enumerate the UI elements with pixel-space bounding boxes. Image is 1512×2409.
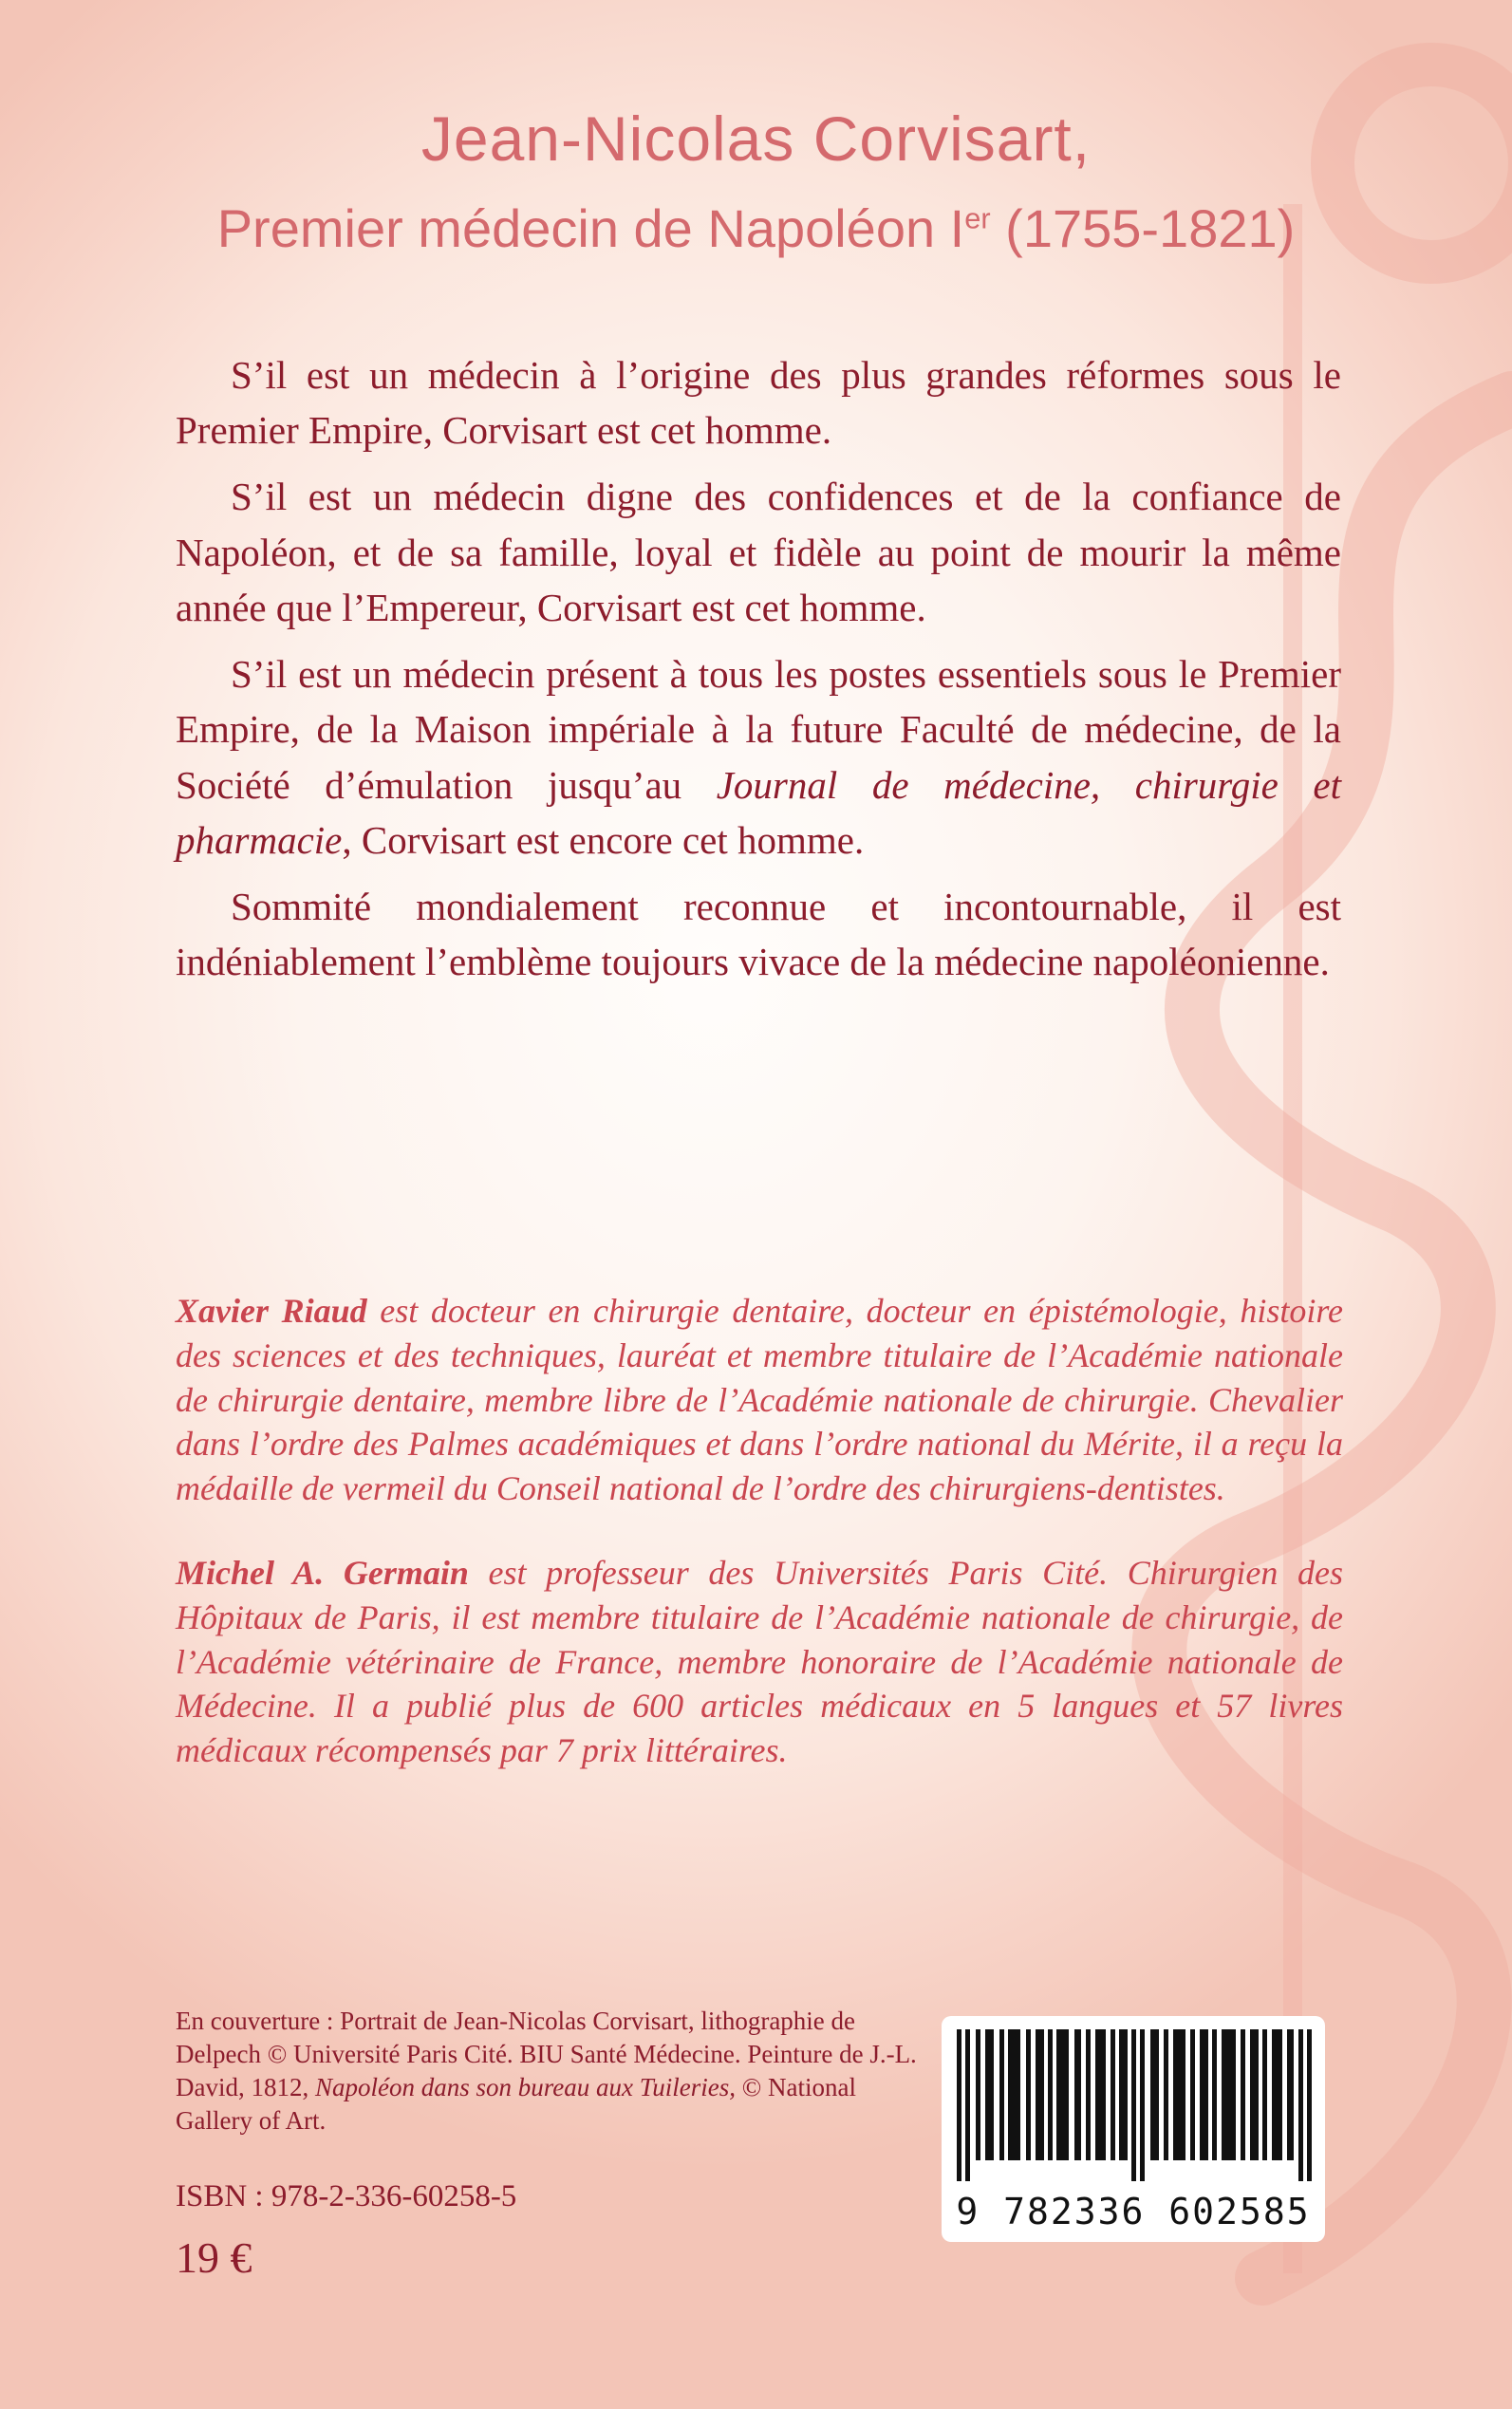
synopsis-paragraph-2: S’il est un médecin digne des confidences et de la confiance de Napoléon, et de sa famille, loyal et fidèle au point de mourir la même année que l’Empereur, Corvisart est cet homme. bbox=[176, 475, 1341, 629]
isbn: ISBN : 978-2-336-60258-5 bbox=[176, 2179, 517, 2213]
synopsis-paragraph-1: S’il est un médecin à l’origine des plus grandes réformes sous le Premier Empire, Corvisart est cet homme. bbox=[176, 353, 1341, 453]
barcode-number: 9 782336 602585 bbox=[956, 2191, 1311, 2232]
synopsis-paragraph-4: Sommité mondialement reconnue et incontournable, il est indéniablement l’emblème toujours vivace de la médecine napoléonienne. bbox=[176, 884, 1341, 984]
author-bios bbox=[176, 1289, 1343, 1813]
price: 19 € bbox=[176, 2233, 252, 2282]
credits-lead: En couverture : Portrait de Jean-Nicolas Corvisart, lithographie de Delpech © Université Paris Cité. BIU Santé Médecine. Peinture de J.-L. David, 1812, bbox=[176, 2007, 917, 2102]
cover-credits bbox=[176, 2005, 935, 2138]
synopsis-p3-lead: S’il est un médecin présent à tous les postes essentiels sous le Premier Empire, de la Maison impériale à la future Faculté de médecine, de la Société d’émulation jusqu’au bbox=[176, 652, 1341, 807]
author-bio-xavier-riaud bbox=[176, 1289, 1343, 1511]
cover-credits-text bbox=[176, 2005, 935, 2138]
credits-tail: © National Gallery of Art. bbox=[176, 2073, 856, 2136]
credits-artwork-title: Napoléon dans son bureau aux Tuileries, bbox=[314, 2073, 736, 2102]
author-bio-text: est docteur en chirurgie dentaire, docteur en épistémologie, histoire des sciences et des techniques, lauréat et membre titulaire de l’Académie nationale de chirurgie dentaire, membre libre de l’Académie nationale de chirurgie. Chevalier dans l’ordre des Palmes académiques et dans l’ordre national du Mérite, il a reçu la médaille de vermeil du Conseil national de l’ordre des chirurgiens-dentistes. bbox=[176, 1292, 1343, 1508]
barcode bbox=[942, 2016, 1325, 2242]
author-bio-text: est professeur des Universités Paris Cité. Chirurgien des Hôpitaux de Paris, il est membre titulaire de l’Académie nationale de chirurgie, de l’Académie vétérinaire de France, membre honoraire de l’Académie nationale de Médecine. Il a publié plus de 600 articles médicaux en 5 langues et 57 livres médicaux récompensés par 7 prix littéraires. bbox=[176, 1553, 1343, 1770]
synopsis bbox=[176, 347, 1341, 1000]
author-bio-michel-germain bbox=[176, 1551, 1343, 1773]
subtitle-superscript: er bbox=[964, 201, 991, 235]
journal-title: Journal de médecine, chirurgie et pharmacie bbox=[176, 762, 1341, 862]
author-name: Xavier Riaud bbox=[176, 1292, 367, 1330]
subtitle-text-tail: (1755-1821) bbox=[990, 198, 1296, 258]
synopsis-p3-tail: , Corvisart est encore cet homme. bbox=[342, 817, 865, 862]
synopsis-paragraph-3 bbox=[176, 646, 1341, 868]
book-title: Jean-Nicolas Corvisart, bbox=[420, 103, 1092, 174]
header bbox=[0, 103, 1512, 259]
subtitle-text-lead: Premier médecin de Napoléon I bbox=[216, 198, 965, 258]
barcode-bars-icon bbox=[955, 2029, 1312, 2189]
author-name: Michel A. Germain bbox=[176, 1553, 469, 1592]
book-subtitle bbox=[0, 197, 1512, 259]
